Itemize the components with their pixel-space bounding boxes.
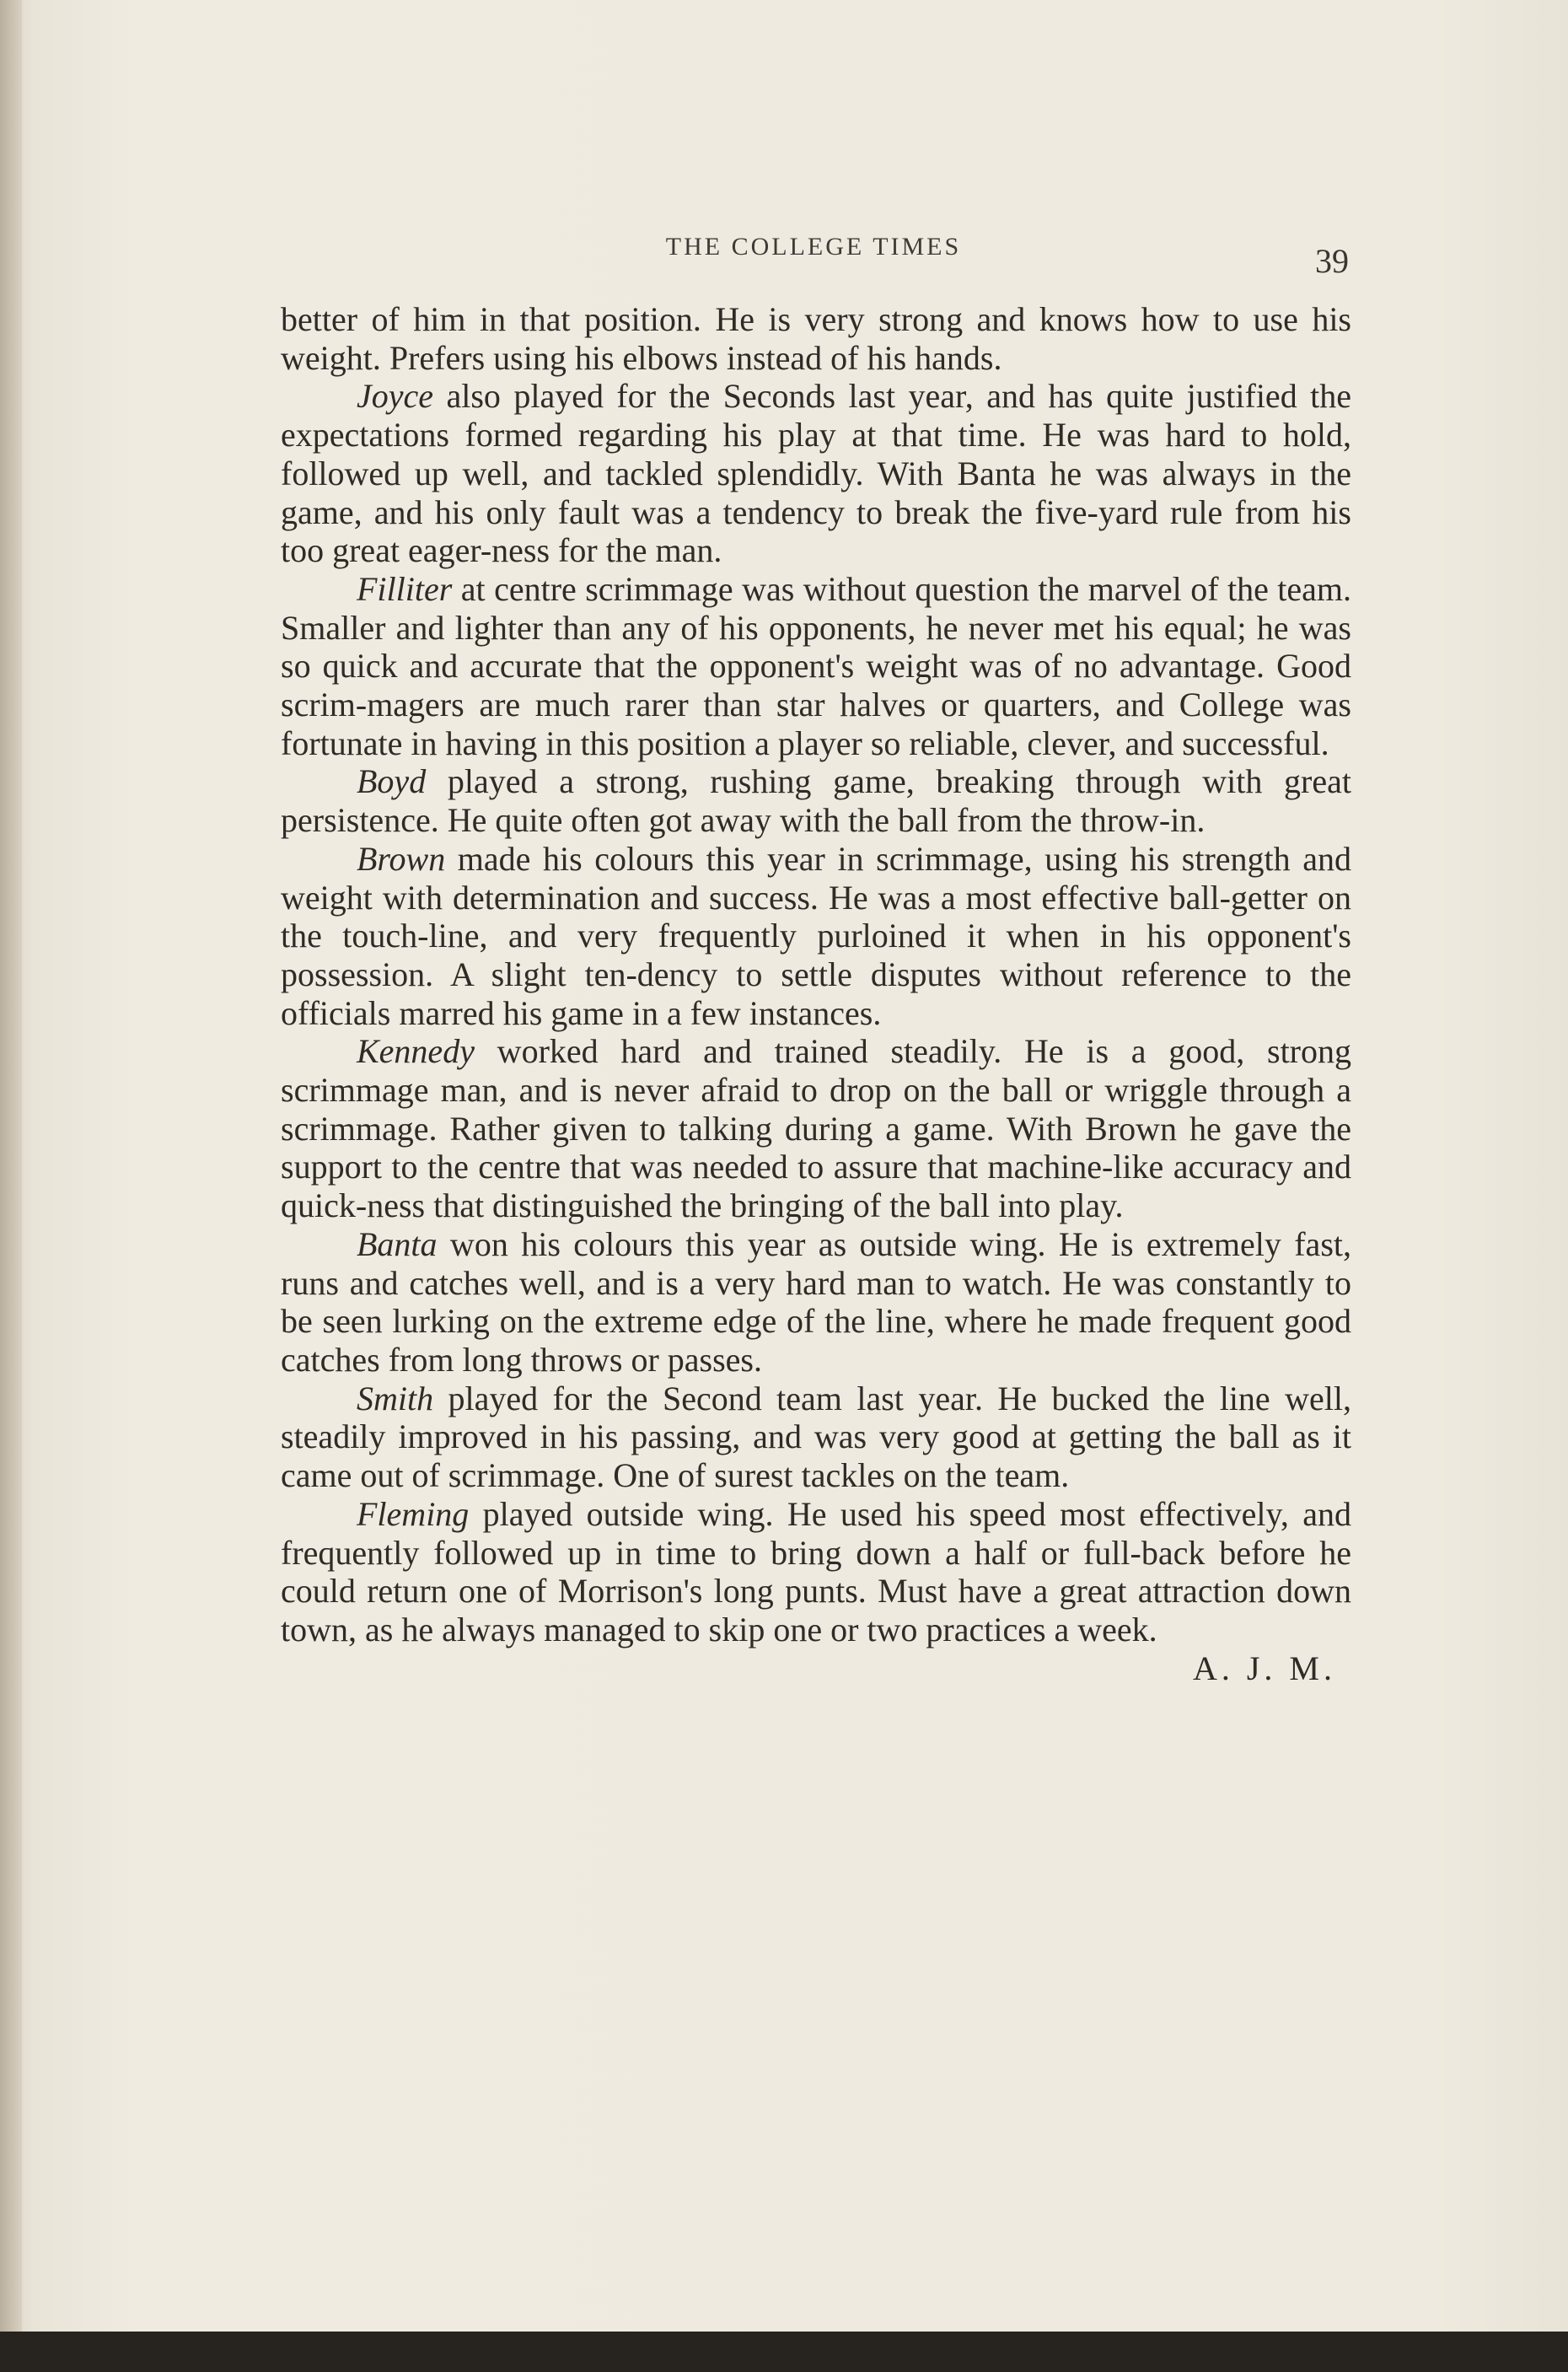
paragraph-banta — [281, 1225, 1351, 1380]
paragraph-text: better of him in that position. He is very strong and knows how to use his weight. Prefers using his elbows instead of his hands. — [281, 300, 1351, 377]
page-binding-edge — [0, 0, 22, 2332]
page-number: 39 — [1315, 242, 1349, 280]
running-head — [278, 233, 1349, 280]
paragraph-text: won his colours this year as outside wing. He is extremely fast, runs and catches well, and is a very hard man to watch. He was constantly to be seen lurking on the extreme edge of the line, where he made frequent good catches from long throws or passes. — [281, 1224, 1351, 1379]
paragraph-text: played for the Second team last year. He bucked the line well, steadily improved in his passing, and was very good at getting the ball as it came out of scrimmage. One of surest tackles on the team. — [281, 1379, 1351, 1495]
player-name-banta: Banta — [357, 1224, 438, 1263]
paragraph-boyd — [281, 762, 1351, 839]
paragraph-kennedy — [281, 1032, 1351, 1225]
paragraph-filliter — [281, 570, 1351, 763]
paragraph-text: at centre scrimmage was without question the marvel of the team. Smaller and lighter than any of his opponents, he never met his equal; he was so quick and accurate that the opponent's weight was of no advantage. Good scrim-magers are much rarer than star halves or quarters, and College was fortunate in having in this position a player so reliable, clever, and successful. — [281, 569, 1351, 762]
player-name-smith: Smith — [357, 1379, 434, 1417]
paragraph-joyce — [281, 377, 1351, 570]
paragraph-text: worked hard and trained steadily. He is a good, strong scrimmage man, and is never afraid to drop on the ball or wriggle through a scrimmage. Rather given to talking during a game. With Brown he gave the support to the centre that was needed to assure that machine-like accuracy and quick-ness that distinguished the bringing of the ball into play. — [281, 1032, 1351, 1225]
scan-bottom-edge — [0, 2332, 1568, 2372]
player-name-boyd: Boyd — [357, 762, 427, 801]
paragraph-text: played outside wing. He used his speed most effectively, and frequently followed up in time to bring down a half or full-back before he could return one of Morrison's long punts. Must have a great attraction down town, as he always managed to skip one or two practices a week. — [281, 1494, 1351, 1649]
running-title: THE COLLEGE TIMES — [665, 233, 962, 261]
paragraph-intro — [281, 300, 1351, 377]
paragraph-text: played a strong, rushing game, breaking through with great persistence. He quite often got away with the ball from the throw-in. — [281, 762, 1351, 840]
player-name-fleming: Fleming — [357, 1494, 470, 1533]
player-name-filliter: Filliter — [357, 569, 453, 608]
player-name-brown: Brown — [357, 839, 446, 878]
paragraph-smith — [281, 1380, 1351, 1495]
paragraph-fleming — [281, 1494, 1351, 1687]
paragraph-text: made his colours this year in scrimmage, using his strength and weight with determination and success. He was a most effective ball-getter on the touch-line, and very frequently purloined it when in his opponent's possession. A slight ten-dency to settle disputes without reference to the officials marred his game in a few instances. — [281, 839, 1351, 1032]
paragraph-text: also played for the Seconds last year, and has quite justified the expectations formed regarding his play at that time. He was hard to hold, followed up well, and tackled splendidly. With Banta he was always in the game, and his only fault was a tendency to break the five-yard rule from his too great eager-ness for the man. — [281, 377, 1351, 570]
paragraph-brown — [281, 840, 1351, 1033]
article-text — [281, 300, 1351, 1687]
author-initials: A. J. M. — [1192, 1649, 1336, 1687]
player-name-joyce: Joyce — [357, 377, 434, 416]
player-name-kennedy: Kennedy — [357, 1032, 475, 1071]
